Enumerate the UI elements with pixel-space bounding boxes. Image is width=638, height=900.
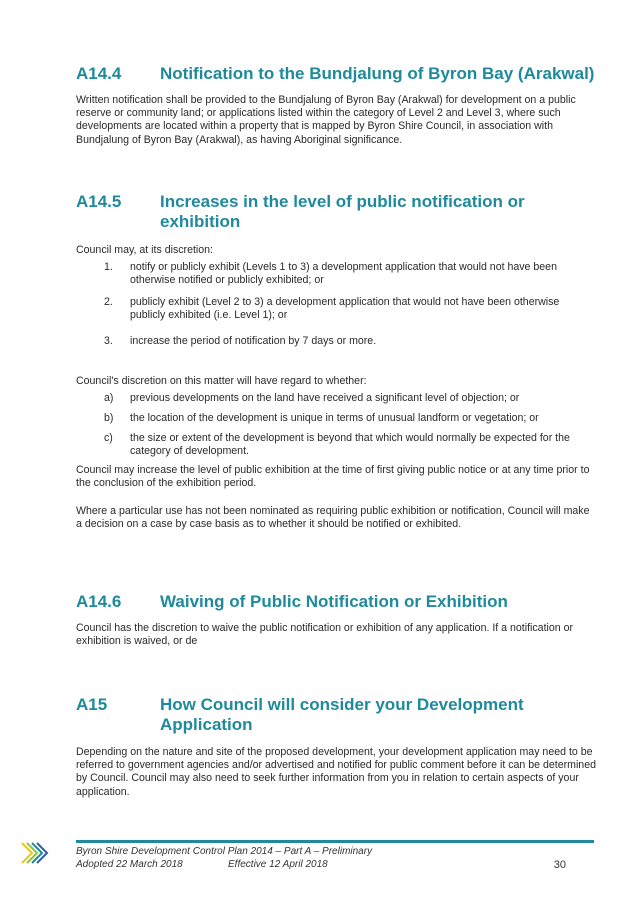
- list-marker: 2.: [104, 296, 113, 308]
- footer-dates: [76, 859, 596, 872]
- list-text: notify or publicly exhibit (Levels 1 to 3) a development application that would not have been otherwise notified or publicly exhibited; or: [130, 261, 557, 287]
- list-marker: b): [104, 412, 114, 424]
- list-marker: 1.: [104, 261, 113, 273]
- paragraph: Council may, at its discretion:: [76, 244, 213, 256]
- list-marker: 3.: [104, 335, 113, 347]
- list-text: publicly exhibit (Level 2 to 3) a development application that would not have been otherwise publicly exhibited (i.e. Level 1); or: [130, 296, 560, 322]
- section-title: How Council will consider your Development Application: [160, 695, 524, 734]
- paragraph: Written notification shall be provided to the Bundjalung of Byron Bay (Arakwal) for development on a public reserve or community land; or applications listed within the category of Level 2 and Level 3, where such developments are located within a property that is mapped by Byron Shire Council, in association with Bundjalung of Byron Bay (Arakwal), as having Aboriginal significance.: [76, 94, 576, 146]
- list-text: the location of the development is unique in terms of unusual landform or vegetation; or: [130, 412, 539, 424]
- paragraph: Where a particular use has not been nominated as requiring public exhibition or notification, Council will make a decision on a case by case basis as to whether it should be notified or exhibited.: [76, 505, 590, 531]
- footer-effective: Effective 12 April 2018: [228, 858, 328, 870]
- list-marker: a): [104, 392, 114, 404]
- section-title: Notification to the Bundjalung of Byron Bay (Arakwal): [160, 64, 595, 83]
- list-text: increase the period of notification by 7 days or more.: [130, 335, 377, 347]
- section-number: A14.5: [76, 192, 122, 211]
- byron-shire-chevron-logo-icon: [20, 841, 50, 865]
- paragraph: Depending on the nature and site of the proposed development, your development application may need to be referred to government agencies and/or advertised and notified for public comment before it can be determined by Council. Council may also need to seek further information from you in relation to certain aspects of your application.: [76, 746, 596, 798]
- section-title: Increases in the level of public notification or exhibition: [160, 192, 525, 231]
- page-footer: [76, 846, 596, 871]
- footer-adopted: Adopted 22 March 2018: [76, 858, 183, 870]
- paragraph: Council may increase the level of public exhibition at the time of first giving public notice or at any time prior to the conclusion of the exhibition period.: [76, 464, 590, 490]
- paragraph: Council's discretion on this matter will have regard to whether:: [76, 375, 367, 387]
- footer-plan-title: Byron Shire Development Control Plan 2014 – Part A – Preliminary: [76, 846, 373, 857]
- list-text: previous developments on the land have received a significant level of objection; or: [130, 392, 520, 404]
- list-marker: c): [104, 432, 113, 444]
- section-number: A14.6: [76, 592, 122, 611]
- list-text: the size or extent of the development is beyond that which would normally be expected for the category of development.: [130, 432, 570, 458]
- section-title: Waiving of Public Notification or Exhibition: [160, 592, 508, 611]
- footer-rule: [76, 840, 594, 843]
- section-number: A14.4: [76, 64, 122, 83]
- paragraph: Council has the discretion to waive the public notification or exhibition of any application. If a notification or exhibition is waived, or de: [76, 622, 574, 648]
- page-number: 30: [553, 858, 566, 871]
- section-number: A15: [76, 695, 108, 714]
